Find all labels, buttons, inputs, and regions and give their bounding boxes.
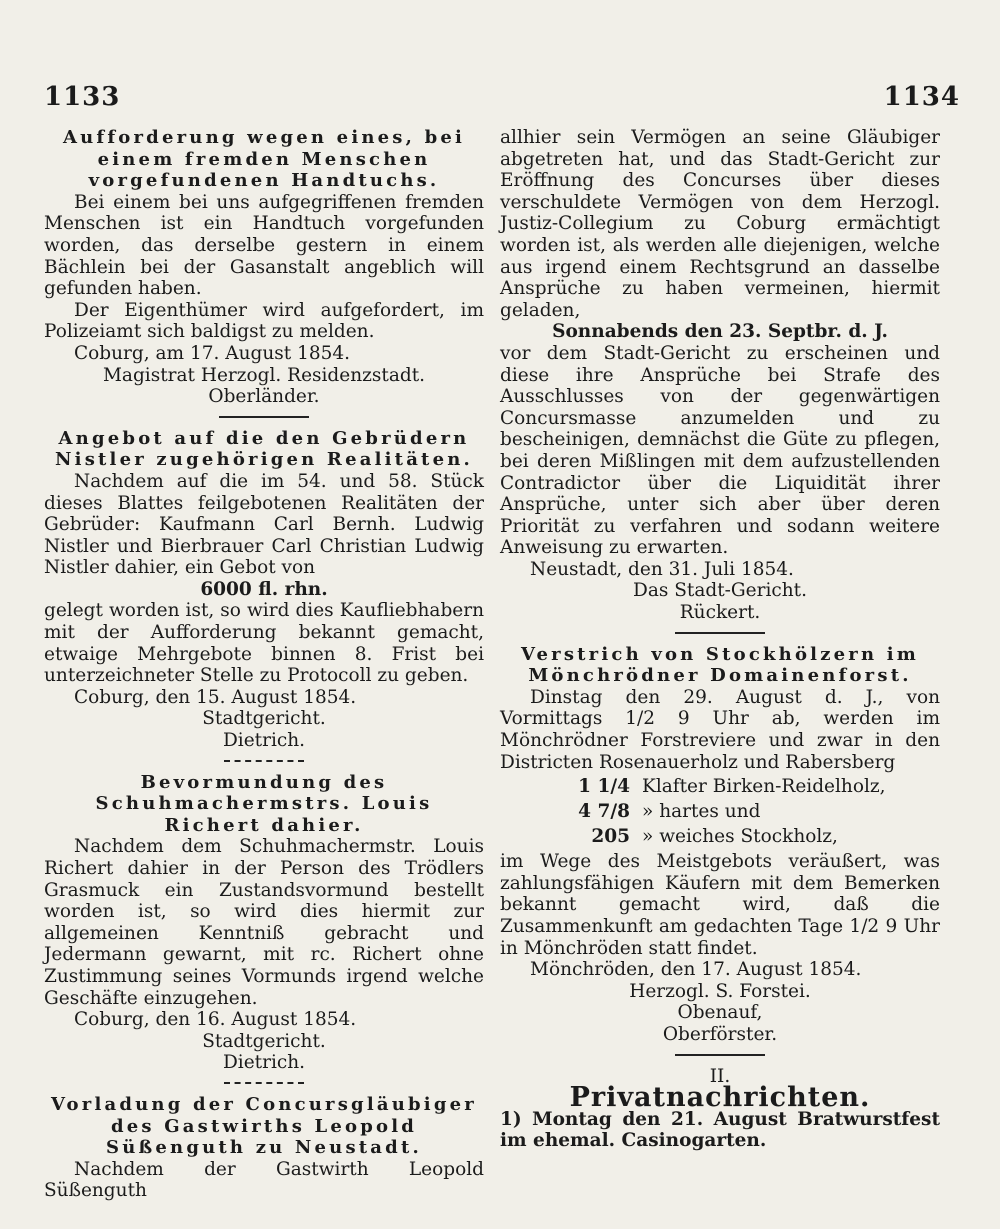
notice-body-offer-2: gelegt worden ist, so wird dies Kaufliebhabern mit der Aufforderung bekannt gemacht, etwaige Mehrgebote binnen 8. Frist bei unterzeichneter Stelle zu Protocoll zu geben.: [44, 600, 484, 687]
notice-signature-name: Obenauf,: [677, 1002, 763, 1024]
left-column: [44, 127, 484, 1202]
timber-desc: » weiches Stockholz,: [642, 826, 838, 848]
notice-signature-authority: Stadtgericht.: [202, 1030, 326, 1052]
notice-signature-name: Dietrich.: [222, 730, 306, 752]
notice-body-timber-2: im Wege des Meistgebots veräußert, was zahlungsfähigen Käufern mit dem Bemerken bekannt gemacht wird, daß die Zusammenkunft am gedachten Tage 1/2 9 Uhr in Mönchröden statt findet.: [500, 851, 940, 959]
notice-signature-authority: Das Stadt-Gericht.: [633, 580, 807, 602]
notice-signature-name: Oberländer.: [208, 386, 320, 408]
notice-body-towel: Bei einem bei uns aufgegriffenen fremden Menschen ist ein Handtuch vorgefunden worden, das derselbe gestern in einem Bächlein bei der Gasanstalt angeblich will gefunden haben.: [44, 191, 484, 300]
notice-signature-authority: Herzogl. S. Forstei.: [629, 980, 811, 1002]
timber-desc: Klafter Birken-Reidelholz,: [642, 776, 886, 798]
notice-body-creditors-cont-2: vor dem Stadt-Gericht zu erscheinen und diese ihre Ansprüche bei Strafe des Ausschlusses von der gegenwärtigen Concursmasse anzumelden und zu bescheinigen, demnächst die Güte zu pflegen, bei deren Mißlingen mit dem aufzustellenden Contradictor über die Liquidität ihrer Ansprüche, unter sich aber über deren Priorität zu verfahren und sodann weitere Anweisung zu erwarten.: [500, 342, 940, 559]
private-notice: 1) Montag den 21. August Bratwurstfest im ehemal. Casinogarten.: [500, 1108, 940, 1152]
separator-rule: [219, 416, 309, 418]
separator-rule: [675, 632, 765, 634]
timber-item: [570, 801, 940, 823]
notice-place-date: Coburg, am 17. August 1854.: [74, 342, 351, 364]
notice-body-towel-2: Der Eigenthümer wird aufgefordert, im Polizeiamt sich baldigst zu melden.: [44, 299, 484, 343]
notice-body-offer: Nachdem auf die im 54. und 58. Stück dieses Blattes feilgebotenen Realitäten der Gebrüder: Kaufmann Carl Bernh. Ludwig Nistler und Bierbrauer Carl Christian Ludwig Nistler dahier, ein Gebot von: [44, 470, 484, 579]
timber-qty: 205: [591, 826, 630, 848]
timber-desc: » hartes und: [642, 801, 761, 823]
section-number: II.: [709, 1065, 731, 1087]
separator-rule: [224, 1082, 304, 1084]
section-title: Privatnachrichten.: [569, 1082, 871, 1114]
notice-body-guardianship: Nachdem dem Schuhmachermstr. Louis Richert dahier in der Person des Trödlers Grasmuck ein Zustandsvormund bestellt worden ist, so wird dies hiermit zur allgemeinen Kenntniß gebracht und Jedermann gewarnt, mit rc. Richert ohne Zustimmung seines Vormunds irgend welche Geschäfte einzugehen.: [44, 836, 484, 1009]
notice-signature-name: Rückert.: [679, 602, 761, 624]
notice-title-creditors: Vorladung der Concursgläubiger des Gastwirths Leopold Süßenguth zu Neustadt.: [51, 1093, 477, 1159]
notice-signature-authority: Magistrat Herzogl. Residenzstadt.: [102, 364, 426, 386]
notice-place-date: Coburg, den 15. August 1854.: [74, 686, 357, 708]
notice-place-date: Coburg, den 16. August 1854.: [74, 1009, 357, 1031]
notice-signature-role: Oberförster.: [662, 1023, 778, 1045]
timber-item: [570, 826, 940, 848]
right-column: [500, 127, 940, 1152]
notice-title-towel: Aufforderung wegen eines, bei einem fremden Menschen vorgefundenen Handtuchs.: [62, 127, 466, 192]
notice-signature-authority: Stadtgericht.: [202, 708, 326, 730]
notice-title-timber: Verstrich von Stockhölzern im Mönchrödner Domainenforst.: [520, 643, 920, 687]
timber-item: [570, 776, 940, 798]
notice-body-creditors-cont: allhier sein Vermögen an seine Gläubiger abgetreten hat, und das Stadt-Gericht zur Eröffnung des Concurses über dieses verschuldete Vermögen von dem Herzogl. Justiz-Collegium zu Coburg ermächtigt worden ist, als werden alle diejenigen, welche aus irgend einem Rechtsgrund an dasselbe Ansprüche zu haben vermeinen, hiermit geladen,: [500, 127, 940, 321]
notice-place-date: Neustadt, den 31. Juli 1854.: [530, 558, 794, 580]
notice-title-guardianship: Bevormundung des Schuhmachermstrs. Louis Richert dahier.: [95, 771, 433, 836]
notice-amount: 6000 fl. rhn.: [200, 578, 328, 600]
separator-rule: [224, 760, 304, 762]
notice-hearing-date: Sonnabends den 23. Septbr. d. J.: [552, 321, 888, 343]
timber-qty: 1 1/4: [578, 776, 630, 798]
notice-body-creditors: Nachdem der Gastwirth Leopold Süßenguth: [44, 1158, 484, 1202]
timber-qty: 4 7/8: [578, 801, 630, 823]
page-number-right: 1134: [883, 82, 960, 112]
notice-title-offer: Angebot auf die den Gebrüdern Nistler zugehörigen Realitäten.: [55, 427, 473, 471]
separator-rule: [675, 1054, 765, 1056]
notice-body-timber: Dinstag den 29. August d. J., von Vormittags 1/2 9 Uhr ab, werden im Mönchrödner Forstreviere und zwar in den Districten Rosenauerholz und Rabersberg: [500, 686, 940, 773]
notice-signature-name: Dietrich.: [222, 1052, 306, 1074]
page-number-left: 1133: [44, 82, 121, 112]
notice-place-date: Mönchröden, den 17. August 1854.: [530, 959, 862, 981]
